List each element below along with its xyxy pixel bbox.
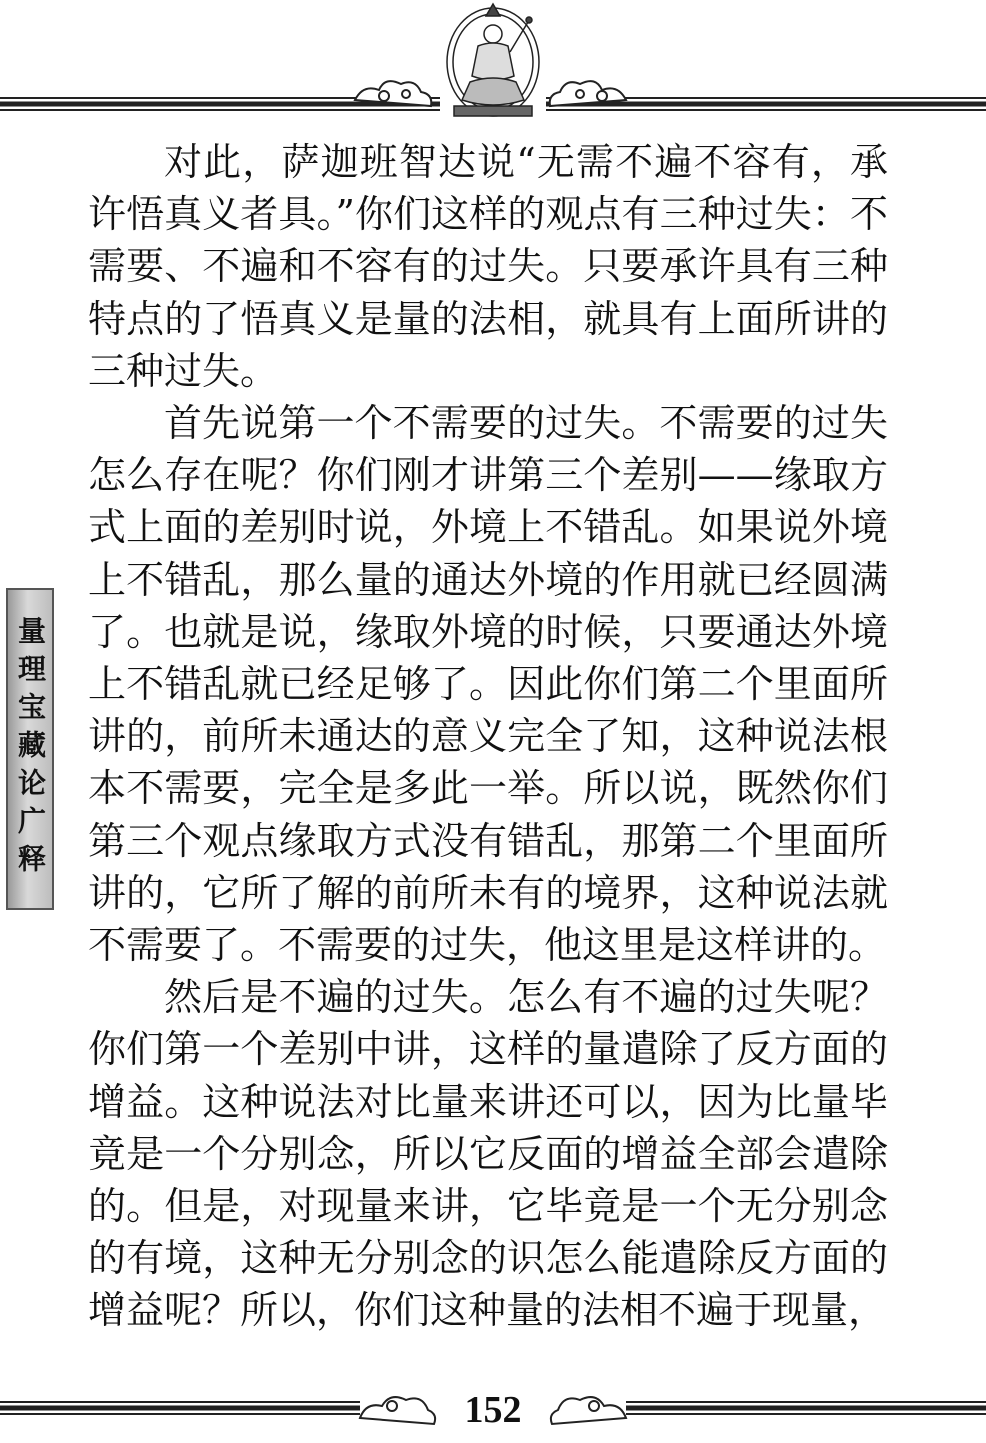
paragraph: 然后是不遍的过失。怎么有不遍的过失呢？你们第一个差别中讲，这样的量遣除了反方面的增益。这种说法对比量来讲还可以，因为比量毕竟是一个分别念，所以它反面的增益全部会遣除的。但是，对现量来讲，它毕竟是一个无分别念的有境，这种无分别念的识怎么能遣除反方面的增益呢？所以，你们这种量的法相不遍于现量， bbox=[88, 975, 888, 1333]
footer-cloud-left-icon bbox=[360, 1397, 435, 1424]
side-tab-title: 量理宝藏论广释 bbox=[14, 616, 47, 882]
body-text bbox=[88, 136, 888, 1337]
page-number: 152 bbox=[464, 1389, 522, 1431]
paragraph: 对此，萨迦班智达说“无需不遍不容有，承许悟真义者具。”你们这样的观点有三种过失：不需要、不遍和不容有的过失。只要承许具有三种特点的了悟真义是量的法相，就具有上面所讲的三种过失。 bbox=[88, 140, 888, 393]
footer-cloud-right-icon bbox=[551, 1397, 626, 1424]
side-tab bbox=[6, 588, 54, 910]
deity-figure-icon bbox=[447, 4, 539, 116]
header-ornament bbox=[0, 0, 986, 130]
paragraph: 首先说第一个不需要的过失。不需要的过失怎么存在呢？你们刚才讲第三个差别——缘取方式上面的差别时说，外境上不错乱。如果说外境上不错乱，那么量的通达外境的作用就已经圆满了。也就是说，缘取外境的时候，只要通达外境上不错乱就已经足够了。因此你们第二个里面所讲的，前所未通达的意义完全了知，这种说法根本不需要，完全是多此一举。所以说，既然你们第三个观点缘取方式没有错乱，那第二个里面所讲的，它所了解的前所未有的境界，这种说法就不需要了。不需要的过失，他这里是这样讲的。 bbox=[88, 401, 888, 968]
